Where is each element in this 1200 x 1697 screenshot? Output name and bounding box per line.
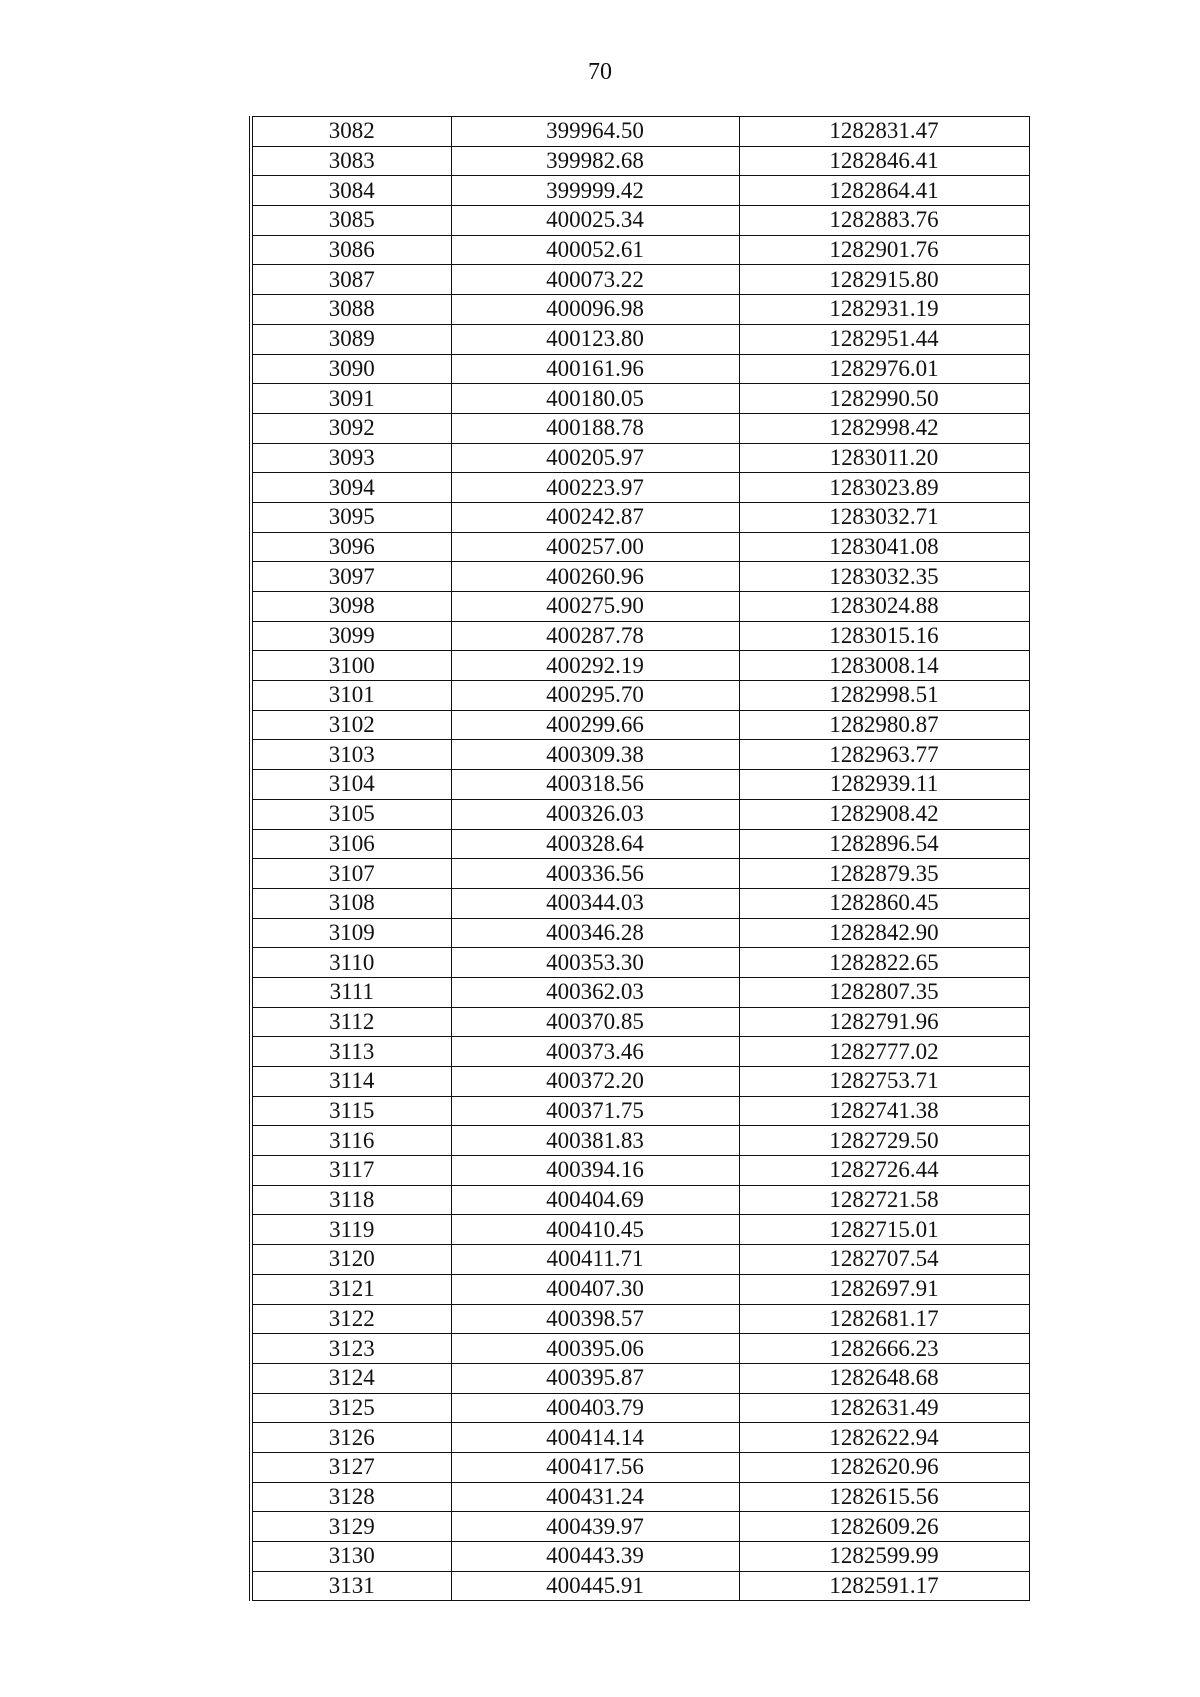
coordinates-table-body bbox=[251, 117, 1029, 1601]
x-coordinate-cell: 400309.38 bbox=[451, 740, 739, 770]
table-row bbox=[251, 146, 1029, 176]
x-coordinate-cell: 400411.71 bbox=[451, 1245, 739, 1275]
y-coordinate-cell: 1282741.38 bbox=[739, 1096, 1029, 1126]
y-coordinate-cell: 1282879.35 bbox=[739, 859, 1029, 889]
point-number-cell: 3107 bbox=[251, 859, 451, 889]
y-coordinate-cell: 1282908.42 bbox=[739, 799, 1029, 829]
x-coordinate-cell: 400373.46 bbox=[451, 1037, 739, 1067]
point-number-cell: 3131 bbox=[251, 1571, 451, 1601]
x-coordinate-cell: 400223.97 bbox=[451, 473, 739, 503]
y-coordinate-cell: 1282777.02 bbox=[739, 1037, 1029, 1067]
table-row bbox=[251, 592, 1029, 622]
point-number-cell: 3114 bbox=[251, 1067, 451, 1097]
y-coordinate-cell: 1282951.44 bbox=[739, 324, 1029, 354]
y-coordinate-cell: 1283023.89 bbox=[739, 473, 1029, 503]
point-number-cell: 3111 bbox=[251, 977, 451, 1007]
point-number-cell: 3113 bbox=[251, 1037, 451, 1067]
table-row bbox=[251, 354, 1029, 384]
table-row bbox=[251, 1304, 1029, 1334]
y-coordinate-cell: 1282721.58 bbox=[739, 1185, 1029, 1215]
point-number-cell: 3122 bbox=[251, 1304, 451, 1334]
y-coordinate-cell: 1282599.99 bbox=[739, 1542, 1029, 1572]
table-row bbox=[251, 1037, 1029, 1067]
table-row bbox=[251, 1393, 1029, 1423]
point-number-cell: 3109 bbox=[251, 918, 451, 948]
table-row bbox=[251, 443, 1029, 473]
table-row bbox=[251, 532, 1029, 562]
point-number-cell: 3094 bbox=[251, 473, 451, 503]
table-row bbox=[251, 1363, 1029, 1393]
table-row bbox=[251, 1215, 1029, 1245]
point-number-cell: 3108 bbox=[251, 888, 451, 918]
x-coordinate-cell: 400417.56 bbox=[451, 1452, 739, 1482]
point-number-cell: 3084 bbox=[251, 176, 451, 206]
point-number-cell: 3130 bbox=[251, 1542, 451, 1572]
point-number-cell: 3090 bbox=[251, 354, 451, 384]
y-coordinate-cell: 1282860.45 bbox=[739, 888, 1029, 918]
table-row bbox=[251, 473, 1029, 503]
y-coordinate-cell: 1282846.41 bbox=[739, 146, 1029, 176]
y-coordinate-cell: 1283011.20 bbox=[739, 443, 1029, 473]
table-row bbox=[251, 1571, 1029, 1601]
table-row bbox=[251, 710, 1029, 740]
table-row bbox=[251, 176, 1029, 206]
point-number-cell: 3085 bbox=[251, 206, 451, 236]
table-row bbox=[251, 770, 1029, 800]
y-coordinate-cell: 1283024.88 bbox=[739, 592, 1029, 622]
y-coordinate-cell: 1282990.50 bbox=[739, 384, 1029, 414]
x-coordinate-cell: 400443.39 bbox=[451, 1542, 739, 1572]
x-coordinate-cell: 399999.42 bbox=[451, 176, 739, 206]
table-row bbox=[251, 1126, 1029, 1156]
table-row bbox=[251, 384, 1029, 414]
x-coordinate-cell: 400299.66 bbox=[451, 710, 739, 740]
x-coordinate-cell: 400445.91 bbox=[451, 1571, 739, 1601]
x-coordinate-cell: 400381.83 bbox=[451, 1126, 739, 1156]
point-number-cell: 3091 bbox=[251, 384, 451, 414]
point-number-cell: 3100 bbox=[251, 651, 451, 681]
point-number-cell: 3115 bbox=[251, 1096, 451, 1126]
y-coordinate-cell: 1282591.17 bbox=[739, 1571, 1029, 1601]
point-number-cell: 3126 bbox=[251, 1423, 451, 1453]
x-coordinate-cell: 399982.68 bbox=[451, 146, 739, 176]
x-coordinate-cell: 400260.96 bbox=[451, 562, 739, 592]
table-row bbox=[251, 1512, 1029, 1542]
point-number-cell: 3119 bbox=[251, 1215, 451, 1245]
table-row bbox=[251, 1334, 1029, 1364]
y-coordinate-cell: 1282998.42 bbox=[739, 413, 1029, 443]
x-coordinate-cell: 400123.80 bbox=[451, 324, 739, 354]
x-coordinate-cell: 400372.20 bbox=[451, 1067, 739, 1097]
y-coordinate-cell: 1282931.19 bbox=[739, 295, 1029, 325]
table-row bbox=[251, 977, 1029, 1007]
y-coordinate-cell: 1283041.08 bbox=[739, 532, 1029, 562]
x-coordinate-cell: 400439.97 bbox=[451, 1512, 739, 1542]
y-coordinate-cell: 1282697.91 bbox=[739, 1274, 1029, 1304]
x-coordinate-cell: 400025.34 bbox=[451, 206, 739, 236]
y-coordinate-cell: 1283032.71 bbox=[739, 502, 1029, 532]
y-coordinate-cell: 1282896.54 bbox=[739, 829, 1029, 859]
point-number-cell: 3086 bbox=[251, 235, 451, 265]
point-number-cell: 3110 bbox=[251, 948, 451, 978]
table-row bbox=[251, 740, 1029, 770]
x-coordinate-cell: 400052.61 bbox=[451, 235, 739, 265]
point-number-cell: 3116 bbox=[251, 1126, 451, 1156]
table-row bbox=[251, 1185, 1029, 1215]
y-coordinate-cell: 1282615.56 bbox=[739, 1482, 1029, 1512]
page-number: 70 bbox=[588, 59, 612, 85]
x-coordinate-cell: 400073.22 bbox=[451, 265, 739, 295]
y-coordinate-cell: 1282915.80 bbox=[739, 265, 1029, 295]
point-number-cell: 3097 bbox=[251, 562, 451, 592]
x-coordinate-cell: 400257.00 bbox=[451, 532, 739, 562]
table-row bbox=[251, 1452, 1029, 1482]
x-coordinate-cell: 400353.30 bbox=[451, 948, 739, 978]
table-row bbox=[251, 888, 1029, 918]
point-number-cell: 3118 bbox=[251, 1185, 451, 1215]
point-number-cell: 3127 bbox=[251, 1452, 451, 1482]
y-coordinate-cell: 1282807.35 bbox=[739, 977, 1029, 1007]
point-number-cell: 3120 bbox=[251, 1245, 451, 1275]
x-coordinate-cell: 400161.96 bbox=[451, 354, 739, 384]
point-number-cell: 3103 bbox=[251, 740, 451, 770]
x-coordinate-cell: 400287.78 bbox=[451, 621, 739, 651]
x-coordinate-cell: 400318.56 bbox=[451, 770, 739, 800]
x-coordinate-cell: 400398.57 bbox=[451, 1304, 739, 1334]
x-coordinate-cell: 400371.75 bbox=[451, 1096, 739, 1126]
table-row bbox=[251, 1067, 1029, 1097]
x-coordinate-cell: 400404.69 bbox=[451, 1185, 739, 1215]
x-coordinate-cell: 400346.28 bbox=[451, 918, 739, 948]
table-row bbox=[251, 1007, 1029, 1037]
table-row bbox=[251, 295, 1029, 325]
point-number-cell: 3089 bbox=[251, 324, 451, 354]
table-row bbox=[251, 265, 1029, 295]
y-coordinate-cell: 1282715.01 bbox=[739, 1215, 1029, 1245]
point-number-cell: 3083 bbox=[251, 146, 451, 176]
table-row bbox=[251, 502, 1029, 532]
point-number-cell: 3123 bbox=[251, 1334, 451, 1364]
y-coordinate-cell: 1282726.44 bbox=[739, 1156, 1029, 1186]
y-coordinate-cell: 1282753.71 bbox=[739, 1067, 1029, 1097]
table-row bbox=[251, 1096, 1029, 1126]
table-row bbox=[251, 918, 1029, 948]
table-row bbox=[251, 562, 1029, 592]
table-row bbox=[251, 681, 1029, 711]
x-coordinate-cell: 400096.98 bbox=[451, 295, 739, 325]
y-coordinate-cell: 1283008.14 bbox=[739, 651, 1029, 681]
x-coordinate-cell: 400205.97 bbox=[451, 443, 739, 473]
table-row bbox=[251, 117, 1029, 147]
x-coordinate-cell: 400395.87 bbox=[451, 1363, 739, 1393]
table-row bbox=[251, 235, 1029, 265]
point-number-cell: 3098 bbox=[251, 592, 451, 622]
y-coordinate-cell: 1282791.96 bbox=[739, 1007, 1029, 1037]
point-number-cell: 3121 bbox=[251, 1274, 451, 1304]
point-number-cell: 3104 bbox=[251, 770, 451, 800]
table-row bbox=[251, 799, 1029, 829]
x-coordinate-cell: 400326.03 bbox=[451, 799, 739, 829]
table-row bbox=[251, 1423, 1029, 1453]
point-number-cell: 3106 bbox=[251, 829, 451, 859]
x-coordinate-cell: 400292.19 bbox=[451, 651, 739, 681]
point-number-cell: 3124 bbox=[251, 1363, 451, 1393]
point-number-cell: 3112 bbox=[251, 1007, 451, 1037]
point-number-cell: 3128 bbox=[251, 1482, 451, 1512]
x-coordinate-cell: 400370.85 bbox=[451, 1007, 739, 1037]
y-coordinate-cell: 1282822.65 bbox=[739, 948, 1029, 978]
table-row bbox=[251, 829, 1029, 859]
table-row bbox=[251, 413, 1029, 443]
x-coordinate-cell: 400403.79 bbox=[451, 1393, 739, 1423]
point-number-cell: 3096 bbox=[251, 532, 451, 562]
y-coordinate-cell: 1282622.94 bbox=[739, 1423, 1029, 1453]
point-number-cell: 3099 bbox=[251, 621, 451, 651]
point-number-cell: 3117 bbox=[251, 1156, 451, 1186]
y-coordinate-cell: 1282631.49 bbox=[739, 1393, 1029, 1423]
y-coordinate-cell: 1282707.54 bbox=[739, 1245, 1029, 1275]
point-number-cell: 3095 bbox=[251, 502, 451, 532]
point-number-cell: 3082 bbox=[251, 117, 451, 147]
y-coordinate-cell: 1283015.16 bbox=[739, 621, 1029, 651]
y-coordinate-cell: 1283032.35 bbox=[739, 562, 1029, 592]
x-coordinate-cell: 400336.56 bbox=[451, 859, 739, 889]
x-coordinate-cell: 400295.70 bbox=[451, 681, 739, 711]
y-coordinate-cell: 1282729.50 bbox=[739, 1126, 1029, 1156]
y-coordinate-cell: 1282980.87 bbox=[739, 710, 1029, 740]
table-row bbox=[251, 859, 1029, 889]
y-coordinate-cell: 1282976.01 bbox=[739, 354, 1029, 384]
x-coordinate-cell: 400344.03 bbox=[451, 888, 739, 918]
table-row bbox=[251, 1482, 1029, 1512]
point-number-cell: 3087 bbox=[251, 265, 451, 295]
x-coordinate-cell: 400328.64 bbox=[451, 829, 739, 859]
y-coordinate-cell: 1282648.68 bbox=[739, 1363, 1029, 1393]
y-coordinate-cell: 1282842.90 bbox=[739, 918, 1029, 948]
x-coordinate-cell: 400395.06 bbox=[451, 1334, 739, 1364]
y-coordinate-cell: 1282864.41 bbox=[739, 176, 1029, 206]
point-number-cell: 3092 bbox=[251, 413, 451, 443]
x-coordinate-cell: 399964.50 bbox=[451, 117, 739, 147]
table-row bbox=[251, 206, 1029, 236]
y-coordinate-cell: 1282620.96 bbox=[739, 1452, 1029, 1482]
table-row bbox=[251, 651, 1029, 681]
table-row bbox=[251, 948, 1029, 978]
point-number-cell: 3105 bbox=[251, 799, 451, 829]
point-number-cell: 3101 bbox=[251, 681, 451, 711]
point-number-cell: 3093 bbox=[251, 443, 451, 473]
table-row bbox=[251, 621, 1029, 651]
x-coordinate-cell: 400407.30 bbox=[451, 1274, 739, 1304]
point-number-cell: 3102 bbox=[251, 710, 451, 740]
x-coordinate-cell: 400394.16 bbox=[451, 1156, 739, 1186]
x-coordinate-cell: 400414.14 bbox=[451, 1423, 739, 1453]
table-row bbox=[251, 1542, 1029, 1572]
y-coordinate-cell: 1282609.26 bbox=[739, 1512, 1029, 1542]
y-coordinate-cell: 1282666.23 bbox=[739, 1334, 1029, 1364]
point-number-cell: 3129 bbox=[251, 1512, 451, 1542]
y-coordinate-cell: 1282831.47 bbox=[739, 117, 1029, 147]
x-coordinate-cell: 400410.45 bbox=[451, 1215, 739, 1245]
coordinates-table bbox=[249, 116, 1030, 1601]
x-coordinate-cell: 400431.24 bbox=[451, 1482, 739, 1512]
table-row bbox=[251, 324, 1029, 354]
point-number-cell: 3125 bbox=[251, 1393, 451, 1423]
x-coordinate-cell: 400362.03 bbox=[451, 977, 739, 1007]
y-coordinate-cell: 1282998.51 bbox=[739, 681, 1029, 711]
table-row bbox=[251, 1245, 1029, 1275]
y-coordinate-cell: 1282681.17 bbox=[739, 1304, 1029, 1334]
y-coordinate-cell: 1282883.76 bbox=[739, 206, 1029, 236]
point-number-cell: 3088 bbox=[251, 295, 451, 325]
x-coordinate-cell: 400242.87 bbox=[451, 502, 739, 532]
x-coordinate-cell: 400188.78 bbox=[451, 413, 739, 443]
x-coordinate-cell: 400180.05 bbox=[451, 384, 739, 414]
table-row bbox=[251, 1156, 1029, 1186]
x-coordinate-cell: 400275.90 bbox=[451, 592, 739, 622]
table-row bbox=[251, 1274, 1029, 1304]
y-coordinate-cell: 1282901.76 bbox=[739, 235, 1029, 265]
y-coordinate-cell: 1282939.11 bbox=[739, 770, 1029, 800]
y-coordinate-cell: 1282963.77 bbox=[739, 740, 1029, 770]
